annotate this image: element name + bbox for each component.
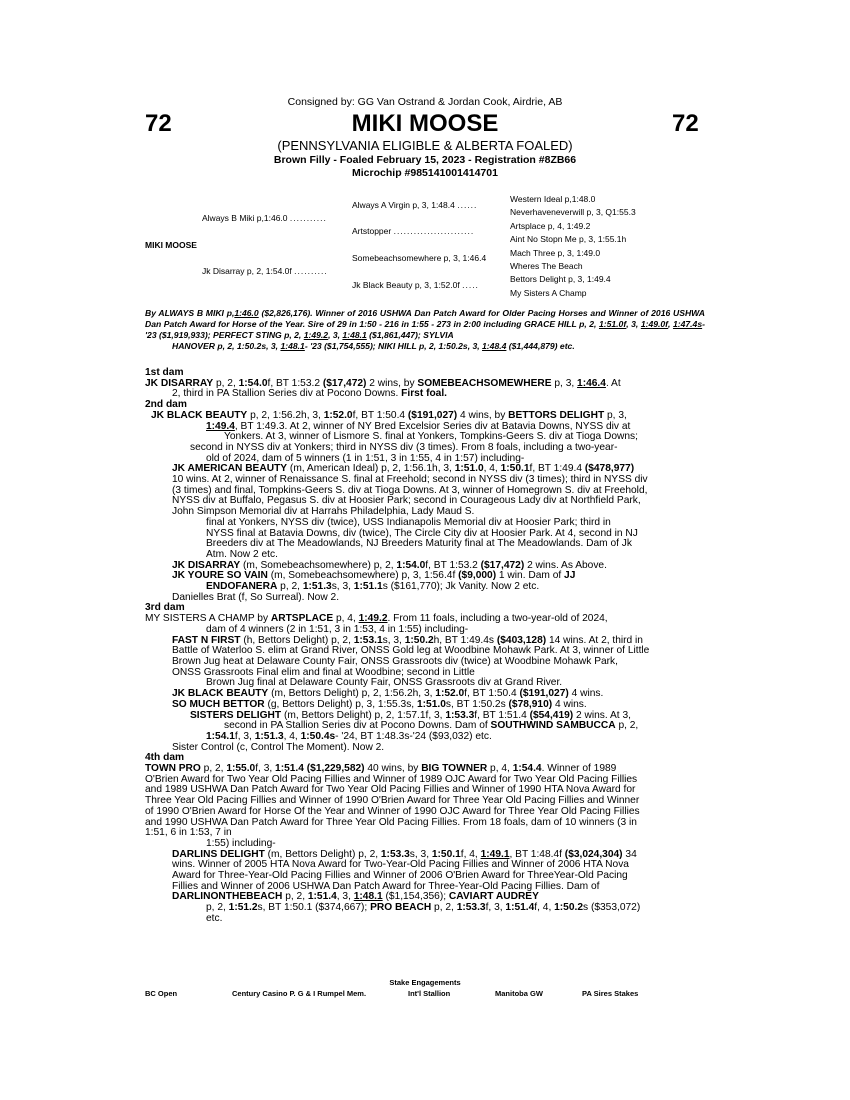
sire-paragraph: By ALWAYS B MIKI p,1:46.0 ($2,826,176). Winner of 2016 USHWA Dan Patch Award for Older Pacing Horses and Winner of 2016 USHWA Dan Patch Award for Horse of the Year. Sire of 29 in 1:50 - 216 in 1:55 - 273 in 2:00 including GRACE HILL p, 2, 1:51.0f, 3, 1:49.0f, 1:47.4s- '23 ($1,919,933); PERFECT STING p, 2, 1:49.2, 3, 1:48.1 ($1,861,447); SYLVIA HANOVER p, 2, 1:50.2s, 3, 1:48.1- '23 ($1,754,555); NIKI HILL p, 2, 1:50.2s, 3, 1:48.4 ($1,444,879) etc. (145, 308, 705, 351)
third-dam-line: dam of 4 winners (2 in 1:51, 3 in 1:53, 4 in 1:55) including- (206, 623, 469, 635)
consignor-line: Consigned by: GG Van Ostrand & Jordan Cook, Airdrie, AB (287, 96, 563, 108)
second-dam-line: 1:49.4, BT 1:49.3. At 2, winner of NY Bred Excelsior Series div at Batavia Downs, NYSS div at (206, 420, 631, 432)
third-dam-line: ONSS Grassroots Final elim and final at Woodbine; second in Little (172, 666, 475, 678)
third-dam-line: MY SISTERS A CHAMP by ARTSPLACE p, 4, 1:49.2. From 11 foals, including a two-year-old of 2024, (145, 613, 608, 625)
third-dam-line: FAST N FIRST (h, Bettors Delight) p, 2, 1:53.1s, 3, 1:50.2h, BT 1:49.4s ($403,128) 14 wins. At 2, third in (172, 634, 643, 646)
eligibility-line: (PENNSYLVANIA ELIGIBLE & ALBERTA FOALED) (277, 138, 573, 153)
fourth-dam-heading: 4th dam (145, 752, 185, 764)
second-dam-line: Yonkers. At 3, winner of Lismore S. final at Yonkers, Tompkins-Geers S. div at Tioga Downs; (224, 431, 638, 443)
stake-item: Int'l Stallion (408, 989, 451, 998)
fourth-dam-line: p, 2, 1:51.2s, BT 1:50.1 ($374,667); PRO BEACH p, 2, 1:53.3f, 3, 1:51.4f, 4, 1:50.2s ($353,072) (206, 902, 641, 914)
second-dam-line: JK YOURE SO VAIN (m, Somebeachsomewhere) p, 3, 1:56.4f ($9,000) 1 win. Dam of JJ (172, 570, 576, 582)
pedigree-subject: MIKI MOOSE (145, 240, 197, 250)
pedigree-g5: Mach Three p, 3, 1:49.0 (510, 248, 601, 258)
stake-engagements-title: Stake Engagements (389, 978, 461, 987)
third-dam-line: SO MUCH BETTOR (g, Bettors Delight) p, 3, 1:55.3s, 1:51.0s, BT 1:50.2s ($78,910) 4 wins. (172, 698, 587, 710)
third-dam-line: 1:54.1f, 3, 1:51.3, 4, 1:50.4s- '24, BT 1:48.3s-'24 ($93,032) etc. (206, 730, 492, 742)
second-dam-line: old of 2024, dam of 5 winners (1 in 1:51, 3 in 1:55, 4 in 1:57) including- (206, 452, 525, 464)
fourth-dam-line: O'Brien Award for Two Year Old Pacing Fillies and Winner of 1989 OJC Award for Two Year Old Pacing Fillies (145, 773, 638, 785)
horse-name: MIKI MOOSE (351, 110, 499, 137)
fourth-dam-line: and 1990 USHWA Dan Patch Award for Three Year Old Pacing Fillies. From 18 foals, dam of 10 winners (3 in (145, 816, 637, 828)
fourth-dam-line: DARLINS DELIGHT (m, Bettors Delight) p, 2, 1:53.3s, 3, 1:50.1f, 4, 1:49.1, BT 1:48.4f ($3,024,304) 34 (172, 848, 637, 860)
hip-number-left: 72 (145, 110, 172, 137)
third-dam-heading: 3rd dam (145, 602, 185, 614)
fourth-dam-line: 1:51, 6 in 1:53, 7 in (145, 827, 232, 839)
female-family (145, 368, 707, 925)
microchip-line: Microchip #985141001414701 (352, 167, 498, 179)
pedigree-g3: Artsplace p, 4, 1:49.2 (510, 221, 591, 231)
second-dam-line: NYSS div at Buffalo, Pegasus S. div at Hoosier Park; second in Courageous Lady div at Northfield Park, (172, 495, 641, 507)
fourth-dam-line: Fillies and Winner of 2006 USHWA Dan Patch Award for Three-Year-Old Pacing Fillies. Dam of (172, 880, 600, 892)
pedigree-g1: Western Ideal p,1:48.0 (510, 194, 596, 204)
second-dam-line: John Simpson Memorial div at Harrahs Philadelphia, Lady Maud S. (172, 506, 475, 518)
stake-item: PA Sires Stakes (582, 989, 639, 998)
third-dam-line: Brown Jug heat at Delaware County Fair, ONSS Grassroots div (twice) at Woodbine Mohawk Park, (172, 655, 618, 667)
second-dam-line: Breeders div at The Meadowlands, NJ Breeders Maturity final at The Meadowlands. Dam of Jk (206, 538, 632, 550)
fourth-dam-line: TOWN PRO p, 2, 1:55.0f, 3, 1:51.4 ($1,229,582) 40 wins, by BIG TOWNER p, 4, 1:54.4. Winner of 1989 (145, 763, 617, 775)
description-line: Brown Filly - Foaled February 15, 2023 - Registration #8ZB66 (273, 154, 577, 166)
stake-item: Century Casino P. G & I Rumpel Mem. (232, 989, 367, 998)
first-dam-line-1: JK DISARRAY p, 2, 1:54.0f, BT 1:53.2 ($17,472) 2 wins, by SOMEBEACHSOMEWHERE p, 3, 1:46.4. At (145, 377, 621, 389)
stake-item: BC Open (145, 989, 178, 998)
third-dam-line: Brown Jug final at Delaware County Fair, ONSS Grassroots div at Grand River. (206, 677, 563, 689)
fourth-dam-line: 1:55) including- (206, 837, 276, 849)
third-dam-line: Battle of Waterloo S. elim at Grand River, ONSS Gold leg at Woodbine Mohawk Park. At 3, winner of Little (172, 645, 650, 657)
second-dam-line: Danielles Brat (f, So Surreal). Now 2. (172, 591, 340, 603)
pedigree-g8: My Sisters A Champ (510, 288, 587, 298)
pedigree-dam-dam: Jk Black Beauty p, 3, 1:52.0f ..... (352, 280, 479, 290)
first-dam-line-2: 2, third in PA Stallion Series div at Pocono Downs. First foal. (172, 388, 448, 400)
fourth-dam-line: wins. Winner of 2005 HTA Nova Award for Two-Year-Old Pacing Fillies and Winner of 2006 HTA Nova (172, 859, 629, 871)
pedigree-dam-sire: Somebeachsomewhere p, 3, 1:46.4 (352, 253, 487, 263)
second-dam-line: JK AMERICAN BEAUTY (m, American Ideal) p, 2, 1:56.1h, 3, 1:51.0, 4, 1:50.1f, BT 1:49.4 ($478,977) (172, 463, 635, 475)
fourth-dam-line: etc. (206, 912, 223, 924)
fourth-dam-line: DARLINONTHEBEACH p, 2, 1:51.4, 3, 1:48.1 ($1,154,356); CAVIART AUDREY (172, 891, 539, 903)
second-dam-line: 10 wins. At 2, winner of Renaissance S. final at Freehold; second in NYSS div (3 times); third in NYSS div (172, 474, 648, 486)
second-dam-line: JK BLACK BEAUTY p, 2, 1:56.2h, 3, 1:52.0f, BT 1:50.4 ($191,027) 4 wins, by BETTORS DELIGHT p, 3, (151, 409, 627, 421)
fourth-dam-line: of 1990 O'Brien Award for Horse Of the Year and Winner of 1990 OJC Award for Three Year Old Pacing Fillies (145, 805, 640, 817)
fourth-dam-line: Three Year Old Pacing Fillies and Winner of 1990 O'Brien Award for Three Year Old Pacing Fillies and Winner (145, 795, 640, 807)
second-dam-line: second in NYSS div at Yonkers; third in NYSS div (3 times). From 8 foals, including a two-year- (190, 441, 618, 453)
third-dam-line: second in PA Stallion Series div at Pocono Downs. Dam of SOUTHWIND SAMBUCCA p, 2, (224, 720, 639, 732)
second-dam-line: (3 times) and final, Tompkins-Geers S. div at Tioga Downs. At 3, winner of Homegrown S. div at Freehold, (172, 484, 648, 496)
pedigree-g2: Neverhaveneverwill p, 3, Q1:55.3 (510, 207, 636, 217)
hip-number-right: 72 (672, 110, 699, 137)
pedigree-g4: Aint No Stopn Me p, 3, 1:55.1h (510, 234, 627, 244)
second-dam-line: Atm. Now 2 etc. (206, 548, 278, 560)
second-dam-line: final at Yonkers, NYSS div (twice), USS Indianapolis Memorial div at Hoosier Park; third in (206, 516, 611, 528)
third-dam-line: JK BLACK BEAUTY (m, Bettors Delight) p, 2, 1:56.2h, 3, 1:52.0f, BT 1:50.4 ($191,027) 4 wins. (172, 688, 604, 700)
fourth-dam-line: Award for Three-Year-Old Pacing Fillies and Winner of 2006 O'Brien Award for ThreeYear-Old Pacing (172, 870, 628, 882)
third-dam-line: SISTERS DELIGHT (m, Bettors Delight) p, 2, 1:57.1f, 3, 1:53.3f, BT 1:51.4 ($54,419) 2 wins. At 3, (190, 709, 631, 721)
pedigree-g7: Bettors Delight p, 3, 1:49.4 (510, 274, 611, 284)
pedigree-dam: Jk Disarray p, 2, 1:54.0f .......... (202, 266, 328, 276)
fourth-dam-line: and 1989 USHWA Dan Patch Award for Two Year Old Pacing Fillies and Winner of 1990 HTA Nova Award for (145, 784, 636, 796)
pedigree-sire-sire: Always A Virgin p, 3, 1:48.4 ...... (352, 200, 478, 210)
second-dam-heading: 2nd dam (145, 399, 187, 411)
third-dam-line: Sister Control (c, Control The Moment). Now 2. (172, 741, 385, 753)
pedigree-sire-dam: Artstopper ........................ (352, 226, 475, 236)
second-dam-line: JK DISARRAY (m, Somebeachsomewhere) p, 2, 1:54.0f, BT 1:53.2 ($17,472) 2 wins. As Above. (172, 559, 607, 571)
stake-item: Manitoba GW (495, 989, 543, 998)
second-dam-line: ENDOFANERA p, 2, 1:51.3s, 3, 1:51.1s ($161,770); Jk Vanity. Now 2 etc. (206, 581, 540, 593)
second-dam-line: NYSS final at Batavia Downs, div (twice), The Circle City div at Hoosier Park. At 4, second in NJ (206, 527, 638, 539)
pedigree-sire: Always B Miki p,1:46.0 ........... (202, 213, 327, 223)
first-dam-heading: 1st dam (145, 367, 184, 378)
pedigree-g6: Wheres The Beach (510, 261, 583, 271)
